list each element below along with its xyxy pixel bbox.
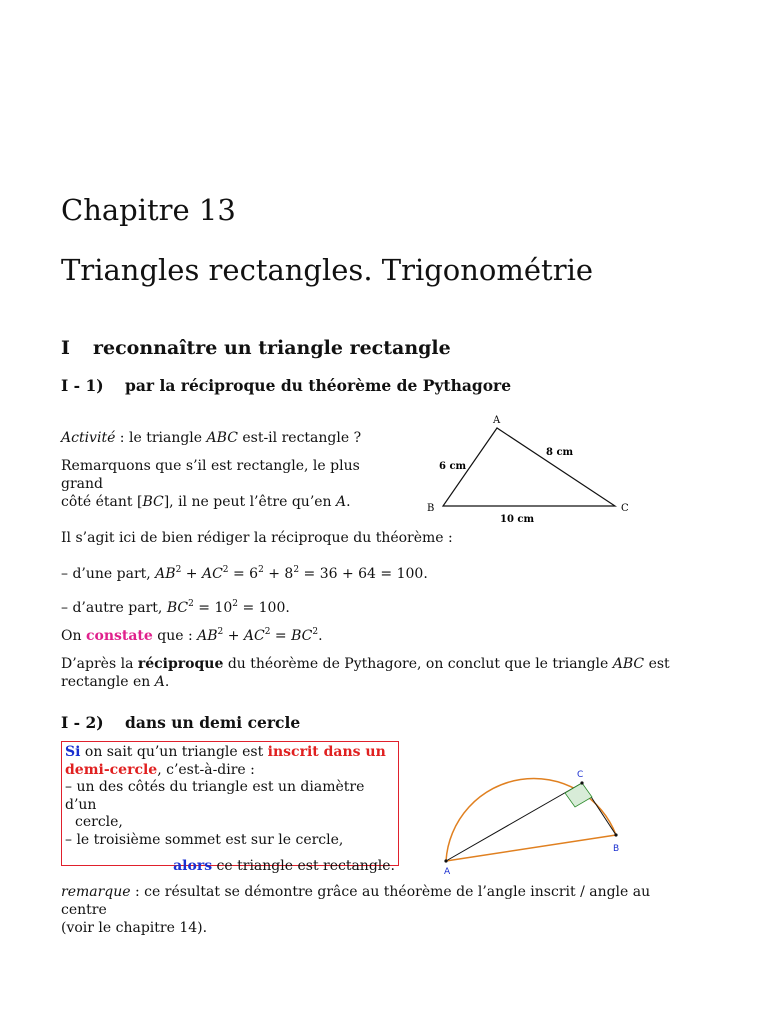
text-line: Remarquons que s’il est rectangle, le plus grand [61,458,360,492]
text-line: cercle, [75,814,123,830]
subsection-label: dans un demi cercle [125,713,301,732]
text: est-il rectangle ? [237,430,362,446]
point-b [614,833,617,836]
side-ac [446,783,582,861]
text: du théorème de Pythagore, on conclut que le triangle [223,656,613,672]
diameter-ab [446,835,616,861]
text: rectangle en [61,674,155,690]
text: = 100. [238,600,290,616]
text: : le triangle [115,430,207,446]
activity-label: Activité [61,430,116,446]
text: = 10 [193,600,233,616]
subsection-heading-1 [61,376,511,395]
text: On [61,628,86,644]
side-label-ab: 6 cm [439,461,467,472]
text: ], il ne peut l’être qu’en [163,494,337,510]
text: est [644,656,670,672]
text-line [65,744,395,762]
side-label-bc: 10 cm [500,514,535,525]
subsection-number: I - 1) [61,376,104,395]
math: ABC [206,430,238,446]
text-line [61,883,681,919]
text: – d’autre part, [61,600,167,616]
conclusion-paragraph [61,655,671,691]
text: on sait qu’un triangle est [80,744,268,760]
text: , c’est-à-dire : [157,761,255,778]
constate-highlight: constate [85,628,153,644]
math: BC [291,628,313,644]
text: D’après la [61,656,138,672]
text: = 36 + 64 = 100. [299,566,428,582]
text-line [61,673,671,691]
text-line: – le troisième sommet est sur le cercle, [65,831,344,848]
text: ce triangle est rectangle. [212,858,395,874]
vertex-label-c: C [577,770,584,780]
text-line [61,655,671,673]
math: A [336,494,347,510]
vertex-label-c: C [621,503,629,514]
text-line [61,493,401,511]
vertex-label-b: B [613,844,620,854]
vertex-label-a: A [493,415,501,426]
chapter-heading: Chapitre 13 [61,193,236,227]
alors-keyword: alors [173,858,213,874]
part1-equation: – d’une part, $AB^2 + AC^2 = 6^2 + 8^2 = 36 + 64 = 100$. [61,565,428,582]
text-line [65,762,395,780]
side-label-ac: 8 cm [546,447,574,458]
triangle-abc-figure [415,408,645,533]
point-c [580,781,583,784]
vertex-label-a: A [444,867,451,877]
text: . [346,494,351,510]
intro-text: Il s’agit ici de bien rédiger la réciproque du théorème : [61,530,453,546]
math: AB [197,628,218,644]
text: + [223,628,244,644]
reciproque-bold: réciproque [137,656,224,672]
theorem-box [61,741,399,874]
math: BC [166,600,189,616]
inscribed-highlight: inscrit dans un [267,744,386,760]
math: AC [201,566,223,582]
si-keyword: Si [65,744,81,760]
text-line [65,858,395,876]
text: . [164,674,170,690]
text-line: (voir le chapitre 14). [61,920,208,936]
text: + [181,566,202,582]
text: : ce résultat se démontre grâce au théorème de l’angle inscrit / angle au centre [61,884,651,918]
point-a [444,859,447,862]
text: = [270,628,292,644]
chapter-title: Triangles rectangles. Trigonométrie [61,253,594,287]
constat-line: On constate que : $AB^2 + AC^2 = BC^2$. [61,627,323,644]
math: AC [243,628,265,644]
text: côté étant [ [61,494,143,510]
demi-cercle-highlight: demi-cercle [65,761,158,778]
remarque-label: remarque [61,884,131,900]
math: BC [142,494,164,510]
remark-paragraph [61,457,401,511]
section-heading [61,337,451,359]
text: . [318,628,323,644]
text: – d’une part, [61,566,156,582]
text: que : [152,628,198,644]
vertex-label-b: B [427,503,435,514]
math: ABC [612,656,645,672]
triangle-shape [443,428,615,506]
math: A [154,674,165,690]
semicircle-figure [430,762,640,880]
remarque-paragraph [61,883,681,937]
subsection-label: par la réciproque du théorème de Pythagore [125,376,512,395]
part2-equation: – d’autre part, $BC^2 = 10^2 = 100$. [61,599,290,616]
subsection-heading-2 [61,713,300,732]
text: + 8 [263,566,294,582]
subsection-number: I - 2) [61,713,104,732]
activity-text [61,429,361,447]
section-label: reconnaître un triangle rectangle [93,337,451,359]
text-line: – un des côtés du triangle est un diamètre d’un [65,779,365,813]
text: = 6 [228,566,259,582]
section-number: I [61,337,70,359]
math: AB [155,566,176,582]
